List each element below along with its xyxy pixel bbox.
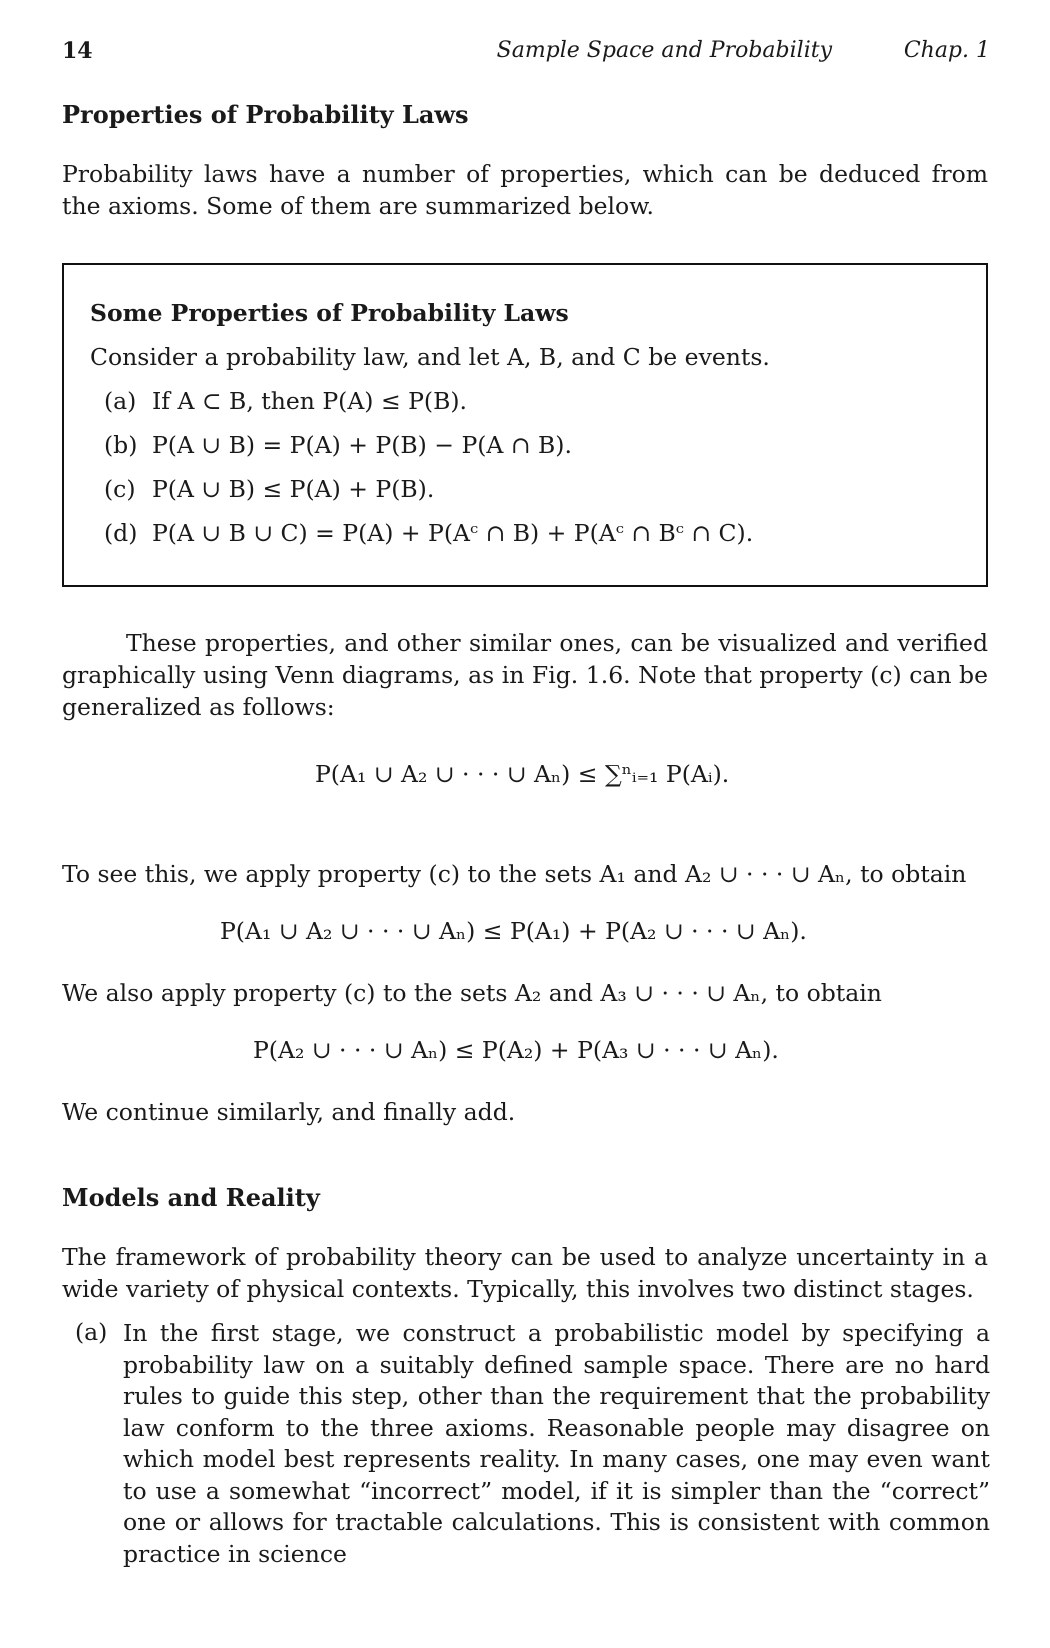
union-bound-equation: P(A₁ ∪ A₂ ∪ · · · ∪ Aₙ) ≤ ∑ⁿᵢ₌₁ P(Aᵢ). bbox=[315, 760, 730, 788]
box-title: Some Properties of Probability Laws bbox=[90, 299, 569, 327]
list-item-text: In the first stage, we construct a probabilistic model by specifying a probability law on a suitably defined sample space. There are no hard rules to guide this step, other than the requirement that the probability law conform to the three axioms. Reasonable people may disagree on which model best represents reality. In many cases, one may even want to use a somewhat “incorrect” model, if it is simpler than the “correct” one or allows for tractable calculations. This is consistent with common practice in science bbox=[123, 1319, 990, 1568]
section-heading-properties: Properties of Probability Laws bbox=[62, 100, 469, 129]
property-label: (b) bbox=[104, 431, 138, 459]
properties-box bbox=[62, 263, 988, 587]
property-d bbox=[104, 519, 753, 547]
property-b bbox=[104, 431, 572, 459]
property-text: P(A ∪ B) = P(A) + P(B) − P(A ∩ B). bbox=[152, 431, 572, 459]
section2-intro-paragraph: The framework of probability theory can be used to analyze uncertainty in a wide variety of physical contexts. Typically, this involves two distinct stages. bbox=[62, 1243, 988, 1303]
body-paragraph-2: To see this, we apply property (c) to the sets A₁ and A₂ ∪ · · · ∪ Aₙ, to obtain bbox=[62, 860, 967, 888]
page-number: 14 bbox=[62, 38, 93, 64]
chapter-label: Chap. 1 bbox=[903, 38, 990, 63]
list-item-label: (a) bbox=[75, 1318, 108, 1346]
body-paragraph-4: We continue similarly, and finally add. bbox=[62, 1098, 516, 1126]
property-text: P(A ∪ B) ≤ P(A) + P(B). bbox=[152, 475, 435, 503]
box-intro: Consider a probability law, and let A, B, and C be events. bbox=[90, 343, 770, 371]
property-text: P(A ∪ B ∪ C) = P(A) + P(Aᶜ ∩ B) + P(Aᶜ ∩ Bᶜ ∩ C). bbox=[152, 519, 754, 547]
property-c bbox=[104, 475, 434, 503]
running-header bbox=[62, 38, 990, 72]
equation-step-1: P(A₁ ∪ A₂ ∪ · · · ∪ Aₙ) ≤ P(A₁) + P(A₂ ∪ · · · ∪ Aₙ). bbox=[220, 917, 807, 945]
running-title: Sample Space and Probability bbox=[496, 38, 832, 63]
property-label: (d) bbox=[104, 519, 138, 547]
body-paragraph-3: We also apply property (c) to the sets A₂ and A₃ ∪ · · · ∪ Aₙ, to obtain bbox=[62, 979, 882, 1007]
section-heading-models: Models and Reality bbox=[62, 1183, 320, 1212]
property-label: (c) bbox=[104, 475, 136, 503]
equation-step-2: P(A₂ ∪ · · · ∪ Aₙ) ≤ P(A₂) + P(A₃ ∪ · · · ∪ Aₙ). bbox=[253, 1036, 779, 1064]
property-text: If A ⊂ B, then P(A) ≤ P(B). bbox=[152, 387, 467, 415]
property-label: (a) bbox=[104, 387, 137, 415]
body-paragraph-1: These properties, and other similar ones, can be visualized and verified graphically using Venn diagrams, as in Fig. 1.6. Note that property (c) can be generalized as follows: bbox=[62, 629, 988, 721]
property-a bbox=[104, 387, 467, 415]
section-intro-paragraph: Probability laws have a number of properties, which can be deduced from the axioms. Some of them are summarized below. bbox=[62, 160, 988, 220]
